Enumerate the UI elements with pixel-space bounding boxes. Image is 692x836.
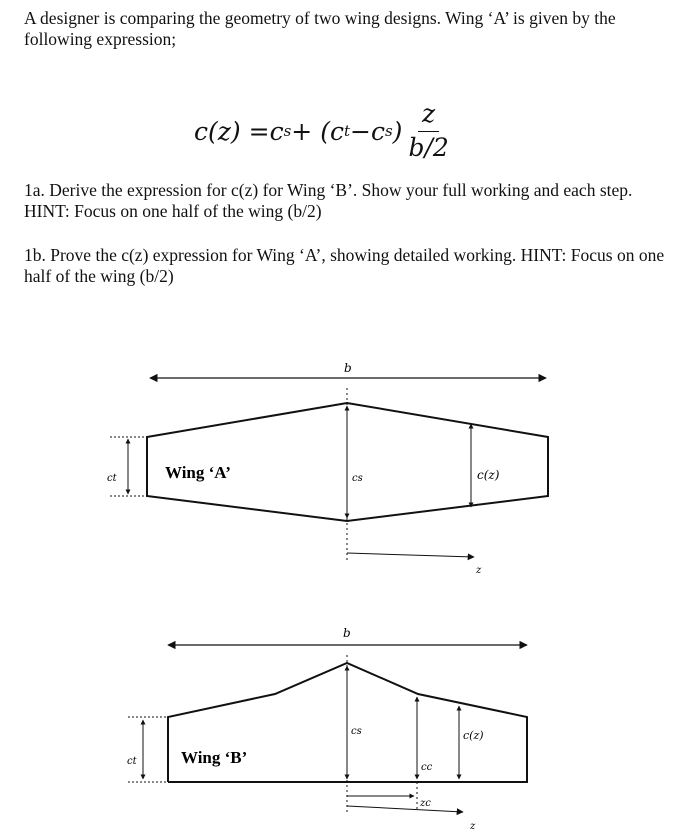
- wing-a-name: Wing ‘A’: [165, 463, 231, 482]
- wing-b-z-arrow: [347, 806, 463, 812]
- eq-cs2: c: [370, 116, 385, 146]
- wing-a-z-label: z: [476, 565, 482, 576]
- wing-b-cc-label: cc: [421, 762, 433, 773]
- wing-b-diagram: [127, 626, 527, 832]
- eq-ct-sub: t: [343, 122, 350, 140]
- wing-b-cs-label: cs: [351, 726, 362, 737]
- eq-frac-denominator: b/2: [408, 133, 449, 162]
- wing-b-cz-label: c(z): [463, 729, 484, 742]
- wing-a-diagram: [107, 361, 548, 576]
- wing-a-span-label: b: [344, 361, 352, 375]
- eq-cs-sub: s: [283, 122, 292, 140]
- eq-minus: −: [350, 116, 371, 146]
- wing-b-ct-label: ct: [127, 756, 137, 767]
- eq-frac-numerator: z: [418, 100, 439, 132]
- question-1a: 1a. Derive the expression for c(z) for Wing ‘B’. Show your full working and each step. HINT: Focus on one half of the wing (b/2): [24, 180, 633, 221]
- wing-a-cz-label: c(z): [477, 468, 500, 482]
- eq-cs: c: [269, 116, 284, 146]
- intro-paragraph: A designer is comparing the geometry of two wing designs. Wing ‘A’ is given by the following expression;: [24, 8, 616, 49]
- eq-plus-open: + (: [291, 116, 330, 146]
- question-1b: 1b. Prove the c(z) expression for Wing ‘A’, showing detailed working. HINT: Focus on one half of the wing (b/2): [24, 245, 665, 286]
- eq-ct: c: [329, 116, 344, 146]
- wing-b-span-label: b: [343, 626, 351, 640]
- eq-cs2-sub: s: [384, 122, 393, 140]
- wing-a-cs-label: cs: [352, 473, 363, 484]
- eq-lhs: c(z) =: [194, 116, 270, 146]
- wing-b-zc-label: zc: [420, 798, 431, 809]
- wing-a-ct-label: ct: [107, 473, 117, 484]
- wing-b-name: Wing ‘B’: [181, 748, 248, 767]
- eq-close: ): [392, 116, 403, 146]
- wing-b-z-label: z: [470, 821, 476, 832]
- wing-a-z-arrow: [347, 553, 474, 557]
